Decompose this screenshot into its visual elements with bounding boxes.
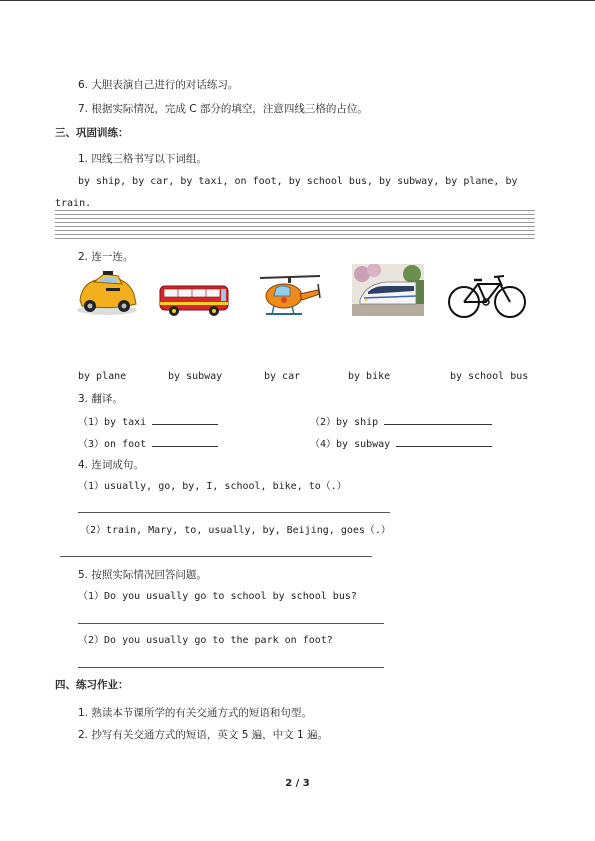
bus-image: [158, 282, 230, 318]
reorder-item-1: （1）usually, go, by, I, school, bike, to（.）: [78, 481, 347, 492]
q3-prompt: 3. 翻译。: [78, 393, 123, 405]
q2-prompt: 2. 连一连。: [78, 251, 134, 263]
question-item-1: （1）Do you usually go to school by school bus?: [78, 591, 357, 602]
match-label-1: by plane: [78, 371, 127, 382]
translate-blank-1[interactable]: [152, 414, 218, 425]
step-6: 6. 大胆表演自己进行的对话练习。: [78, 79, 239, 91]
translate-blank-2[interactable]: [384, 414, 492, 425]
q1-words-line2: train.: [55, 198, 92, 209]
match-label-4: by bike: [348, 371, 391, 382]
q1-prompt: 1. 四线三格书写以下词组。: [78, 153, 207, 165]
translate-item-4: （4）by subway: [310, 436, 492, 452]
reorder-answer-line-2[interactable]: [60, 556, 372, 557]
translate-item-2: （2）by ship: [310, 414, 492, 430]
translate-blank-4[interactable]: [396, 436, 492, 447]
answer-line-2[interactable]: [78, 667, 384, 668]
translate-item-3: （3）on foot: [78, 436, 218, 452]
q4-prompt: 4. 连词成句。: [78, 459, 144, 471]
answer-line-1[interactable]: [78, 623, 384, 624]
step-7: 7. 根据实际情况，完成 C 部分的填空，注意四线三格的占位。: [78, 103, 368, 115]
high-speed-train-image: [352, 264, 424, 316]
question-item-2: （2）Do you usually go to the park on foot?: [78, 635, 333, 646]
match-label-5: by school bus: [450, 371, 529, 382]
translate-blank-3[interactable]: [152, 436, 218, 447]
header-rule: [0, 0, 595, 1]
match-label-3: by car: [264, 371, 301, 382]
q1-words-line1: by ship, by car, by taxi, on foot, by school bus, by subway, by plane, by: [78, 176, 518, 187]
section4-title: 四、练习作业：: [55, 679, 129, 691]
q5-prompt: 5. 按照实际情况回答问题。: [78, 569, 207, 581]
homework-item-1: 1. 熟读本节课所学的有关交通方式的短语和句型。: [78, 707, 312, 719]
bicycle-image: [446, 272, 528, 320]
taxi-car-image: [74, 270, 140, 318]
reorder-item-2: （2）train, Mary, to, usually, by, Beijing, goes（.）: [80, 525, 391, 536]
page-number: 2 / 3: [285, 778, 310, 789]
helicopter-image: [256, 272, 324, 322]
match-label-2: by subway: [168, 371, 223, 382]
section3-title: 三、巩固训练：: [55, 127, 129, 139]
reorder-answer-line-1[interactable]: [78, 512, 390, 513]
homework-item-2: 2. 抄写有关交通方式的短语，英文 5 遍，中文 1 遍。: [78, 729, 329, 741]
translate-item-1: （1）by taxi: [78, 414, 218, 430]
